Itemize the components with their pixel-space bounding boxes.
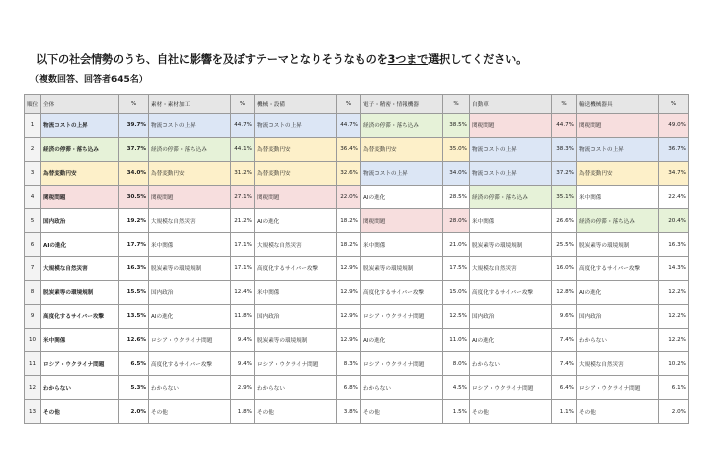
item-cell: 脱炭素等の環境規制	[577, 233, 659, 257]
item-cell: 為替変動円安	[361, 137, 443, 161]
percent-cell: 34.0%	[119, 161, 149, 185]
item-cell: わからない	[470, 352, 552, 376]
percent-cell: 7.4%	[552, 328, 577, 352]
item-cell: 関税問題	[149, 185, 231, 209]
header-pct: %	[119, 95, 149, 114]
percent-cell: 37.2%	[552, 161, 577, 185]
percent-cell: 44.7%	[552, 114, 577, 138]
table-row	[25, 185, 689, 209]
rank-cell: 10	[25, 328, 41, 352]
respondent-note: （複数回答、回答者645名）	[30, 75, 148, 85]
percent-cell: 34.0%	[443, 161, 470, 185]
percent-cell: 36.4%	[337, 137, 361, 161]
table-body	[25, 114, 689, 424]
item-cell: 経済の停滞・落ち込み	[470, 185, 552, 209]
item-cell: 国内政治	[470, 304, 552, 328]
percent-cell: 9.4%	[231, 352, 255, 376]
rank-cell: 7	[25, 257, 41, 281]
percent-cell: 1.1%	[552, 400, 577, 424]
header-pct: %	[552, 95, 577, 114]
item-cell: わからない	[41, 376, 119, 400]
percent-cell: 22.4%	[659, 185, 689, 209]
percent-cell: 18.2%	[337, 209, 361, 233]
percent-cell: 10.2%	[659, 352, 689, 376]
percent-cell: 12.2%	[659, 328, 689, 352]
percent-cell: 21.2%	[231, 209, 255, 233]
item-cell: わからない	[577, 328, 659, 352]
header-pct: %	[659, 95, 689, 114]
rank-cell: 3	[25, 161, 41, 185]
percent-cell: 38.5%	[443, 114, 470, 138]
item-cell: AIの進化	[470, 328, 552, 352]
rank-cell: 5	[25, 209, 41, 233]
percent-cell: 1.5%	[443, 400, 470, 424]
header-pct: %	[443, 95, 470, 114]
percent-cell: 12.9%	[337, 304, 361, 328]
percent-cell: 35.1%	[552, 185, 577, 209]
rank-cell: 2	[25, 137, 41, 161]
item-cell: ロシア・ウクライナ問題	[577, 376, 659, 400]
rank-cell: 12	[25, 376, 41, 400]
item-cell: 高度化するサイバー攻撃	[361, 280, 443, 304]
item-cell: 経済の停滞・落ち込み	[577, 209, 659, 233]
percent-cell: 12.5%	[443, 304, 470, 328]
item-cell: AIの進化	[361, 185, 443, 209]
table-row	[25, 352, 689, 376]
percent-cell: 12.2%	[659, 304, 689, 328]
item-cell: 米中関係	[149, 233, 231, 257]
table-row	[25, 328, 689, 352]
percent-cell: 34.7%	[659, 161, 689, 185]
percent-cell: 28.0%	[443, 209, 470, 233]
item-cell: その他	[577, 400, 659, 424]
percent-cell: 12.2%	[659, 280, 689, 304]
header-pct: %	[337, 95, 361, 114]
percent-cell: 2.9%	[231, 376, 255, 400]
item-cell: 脱炭素等の環境規制	[41, 280, 119, 304]
item-cell: 高度化するサイバー攻撃	[255, 257, 337, 281]
percent-cell: 44.1%	[231, 137, 255, 161]
item-cell: 関税問題	[577, 114, 659, 138]
rank-cell: 8	[25, 280, 41, 304]
percent-cell: 14.3%	[659, 257, 689, 281]
percent-cell: 44.7%	[337, 114, 361, 138]
item-cell: AIの進化	[361, 328, 443, 352]
table-row	[25, 209, 689, 233]
item-cell: 米中関係	[255, 280, 337, 304]
rank-cell: 11	[25, 352, 41, 376]
item-cell: 大規模な自然災害	[470, 257, 552, 281]
item-cell: 米中関係	[41, 328, 119, 352]
percent-cell: 26.6%	[552, 209, 577, 233]
percent-cell: 22.0%	[337, 185, 361, 209]
item-cell: 物流コストの上昇	[149, 114, 231, 138]
percent-cell: 36.7%	[659, 137, 689, 161]
percent-cell: 19.2%	[119, 209, 149, 233]
item-cell: 高度化するサイバー攻撃	[41, 304, 119, 328]
item-cell: 経済の停滞・落ち込み	[361, 114, 443, 138]
rank-cell: 1	[25, 114, 41, 138]
percent-cell: 6.5%	[119, 352, 149, 376]
percent-cell: 17.1%	[231, 233, 255, 257]
percent-cell: 2.0%	[119, 400, 149, 424]
percent-cell: 9.6%	[552, 304, 577, 328]
percent-cell: 4.5%	[443, 376, 470, 400]
ranking-table	[24, 94, 689, 424]
item-cell: 為替変動円安	[255, 137, 337, 161]
percent-cell: 12.9%	[337, 257, 361, 281]
item-cell: わからない	[149, 376, 231, 400]
percent-cell: 16.3%	[119, 257, 149, 281]
percent-cell: 12.6%	[119, 328, 149, 352]
item-cell: その他	[470, 400, 552, 424]
item-cell: その他	[361, 400, 443, 424]
item-cell: 高度化するサイバー攻撃	[149, 352, 231, 376]
item-cell: 関税問題	[41, 185, 119, 209]
item-cell: 大規模な自然災害	[255, 233, 337, 257]
item-cell: 為替変動円安	[577, 161, 659, 185]
percent-cell: 18.2%	[337, 233, 361, 257]
percent-cell: 12.9%	[337, 280, 361, 304]
percent-cell: 7.4%	[552, 352, 577, 376]
header-rank: 順位	[25, 95, 41, 114]
percent-cell: 13.5%	[119, 304, 149, 328]
table-row	[25, 304, 689, 328]
percent-cell: 11.8%	[231, 304, 255, 328]
item-cell: その他	[41, 400, 119, 424]
item-cell: 物流コストの上昇	[470, 137, 552, 161]
percent-cell: 20.4%	[659, 209, 689, 233]
percent-cell: 12.4%	[231, 280, 255, 304]
header-pct: %	[231, 95, 255, 114]
percent-cell: 32.6%	[337, 161, 361, 185]
rank-cell: 4	[25, 185, 41, 209]
table-row	[25, 114, 689, 138]
percent-cell: 28.5%	[443, 185, 470, 209]
percent-cell: 25.5%	[552, 233, 577, 257]
item-cell: 物流コストの上昇	[577, 137, 659, 161]
percent-cell: 15.5%	[119, 280, 149, 304]
rank-cell: 13	[25, 400, 41, 424]
item-cell: 為替変動円安	[149, 161, 231, 185]
item-cell: 物流コストの上昇	[361, 161, 443, 185]
item-cell: ロシア・ウクライナ問題	[470, 376, 552, 400]
item-cell: 経済の停滞・落ち込み	[41, 137, 119, 161]
percent-cell: 17.1%	[231, 257, 255, 281]
item-cell: 国内政治	[41, 209, 119, 233]
item-cell: ロシア・ウクライナ問題	[255, 352, 337, 376]
item-cell: わからない	[361, 376, 443, 400]
item-cell: 国内政治	[577, 304, 659, 328]
percent-cell: 17.7%	[119, 233, 149, 257]
item-cell: 米中関係	[361, 233, 443, 257]
percent-cell: 31.2%	[231, 161, 255, 185]
table-row	[25, 161, 689, 185]
item-cell: 国内政治	[255, 304, 337, 328]
item-cell: 経済の停滞・落ち込み	[149, 137, 231, 161]
percent-cell: 6.4%	[552, 376, 577, 400]
percent-cell: 11.0%	[443, 328, 470, 352]
percent-cell: 8.3%	[337, 352, 361, 376]
percent-cell: 30.5%	[119, 185, 149, 209]
item-cell: 大規模な自然災害	[577, 352, 659, 376]
header-row	[25, 95, 689, 114]
table-row	[25, 233, 689, 257]
percent-cell: 44.7%	[231, 114, 255, 138]
percent-cell: 8.0%	[443, 352, 470, 376]
header-transport: 輸送機械器具	[577, 95, 659, 114]
item-cell: ロシア・ウクライナ問題	[361, 304, 443, 328]
percent-cell: 38.3%	[552, 137, 577, 161]
percent-cell: 27.1%	[231, 185, 255, 209]
item-cell: 大規模な自然災害	[149, 209, 231, 233]
item-cell: その他	[255, 400, 337, 424]
percent-cell: 16.0%	[552, 257, 577, 281]
table-row	[25, 257, 689, 281]
item-cell: 関税問題	[470, 114, 552, 138]
percent-cell: 39.7%	[119, 114, 149, 138]
item-cell: 脱炭素等の環境規制	[255, 328, 337, 352]
percent-cell: 12.9%	[337, 328, 361, 352]
item-cell: ロシア・ウクライナ問題	[361, 352, 443, 376]
item-cell: 高度化するサイバー攻撃	[577, 257, 659, 281]
header-electronics: 電子・精密・情報機器	[361, 95, 443, 114]
table-row	[25, 280, 689, 304]
table-row	[25, 137, 689, 161]
item-cell: その他	[149, 400, 231, 424]
header-machinery: 機械・設備	[255, 95, 337, 114]
header-automotive: 自動車	[470, 95, 552, 114]
rank-cell: 6	[25, 233, 41, 257]
percent-cell: 9.4%	[231, 328, 255, 352]
item-cell: ロシア・ウクライナ問題	[149, 328, 231, 352]
header-materials: 素材・素材加工	[149, 95, 231, 114]
item-cell: 大規模な自然災害	[41, 257, 119, 281]
item-cell: 関税問題	[361, 209, 443, 233]
percent-cell: 5.3%	[119, 376, 149, 400]
percent-cell: 6.8%	[337, 376, 361, 400]
item-cell: AIの進化	[255, 209, 337, 233]
percent-cell: 21.0%	[443, 233, 470, 257]
percent-cell: 17.5%	[443, 257, 470, 281]
item-cell: 物流コストの上昇	[255, 114, 337, 138]
item-cell: 高度化するサイバー攻撃	[470, 280, 552, 304]
item-cell: 米中関係	[577, 185, 659, 209]
percent-cell: 12.8%	[552, 280, 577, 304]
item-cell: 米中関係	[470, 209, 552, 233]
header-all: 全体	[41, 95, 119, 114]
question-title	[36, 51, 696, 67]
item-cell: AIの進化	[149, 304, 231, 328]
item-cell: 脱炭素等の環境規制	[149, 257, 231, 281]
item-cell: 為替変動円安	[255, 161, 337, 185]
percent-cell: 1.8%	[231, 400, 255, 424]
percent-cell: 37.7%	[119, 137, 149, 161]
item-cell: わからない	[255, 376, 337, 400]
percent-cell: 6.1%	[659, 376, 689, 400]
item-cell: 物流コストの上昇	[41, 114, 119, 138]
title-post: 選択してください。	[428, 53, 528, 66]
item-cell: 関税問題	[255, 185, 337, 209]
item-cell: ロシア・ウクライナ問題	[41, 352, 119, 376]
table-row	[25, 400, 689, 424]
item-cell: 国内政治	[149, 280, 231, 304]
percent-cell: 16.3%	[659, 233, 689, 257]
rank-cell: 9	[25, 304, 41, 328]
percent-cell: 15.0%	[443, 280, 470, 304]
title-emphasis: 3つまで	[387, 53, 429, 66]
percent-cell: 3.8%	[337, 400, 361, 424]
item-cell: 脱炭素等の環境規制	[470, 233, 552, 257]
percent-cell: 2.0%	[659, 400, 689, 424]
title-pre: 以下の社会情勢のうち、自社に影響を及ぼすテーマとなりそうなものを	[36, 53, 388, 66]
item-cell: 物流コストの上昇	[470, 161, 552, 185]
percent-cell: 35.0%	[443, 137, 470, 161]
table-row	[25, 376, 689, 400]
item-cell: AIの進化	[577, 280, 659, 304]
item-cell: 脱炭素等の環境規制	[361, 257, 443, 281]
item-cell: AIの進化	[41, 233, 119, 257]
percent-cell: 49.0%	[659, 114, 689, 138]
item-cell: 為替変動円安	[41, 161, 119, 185]
